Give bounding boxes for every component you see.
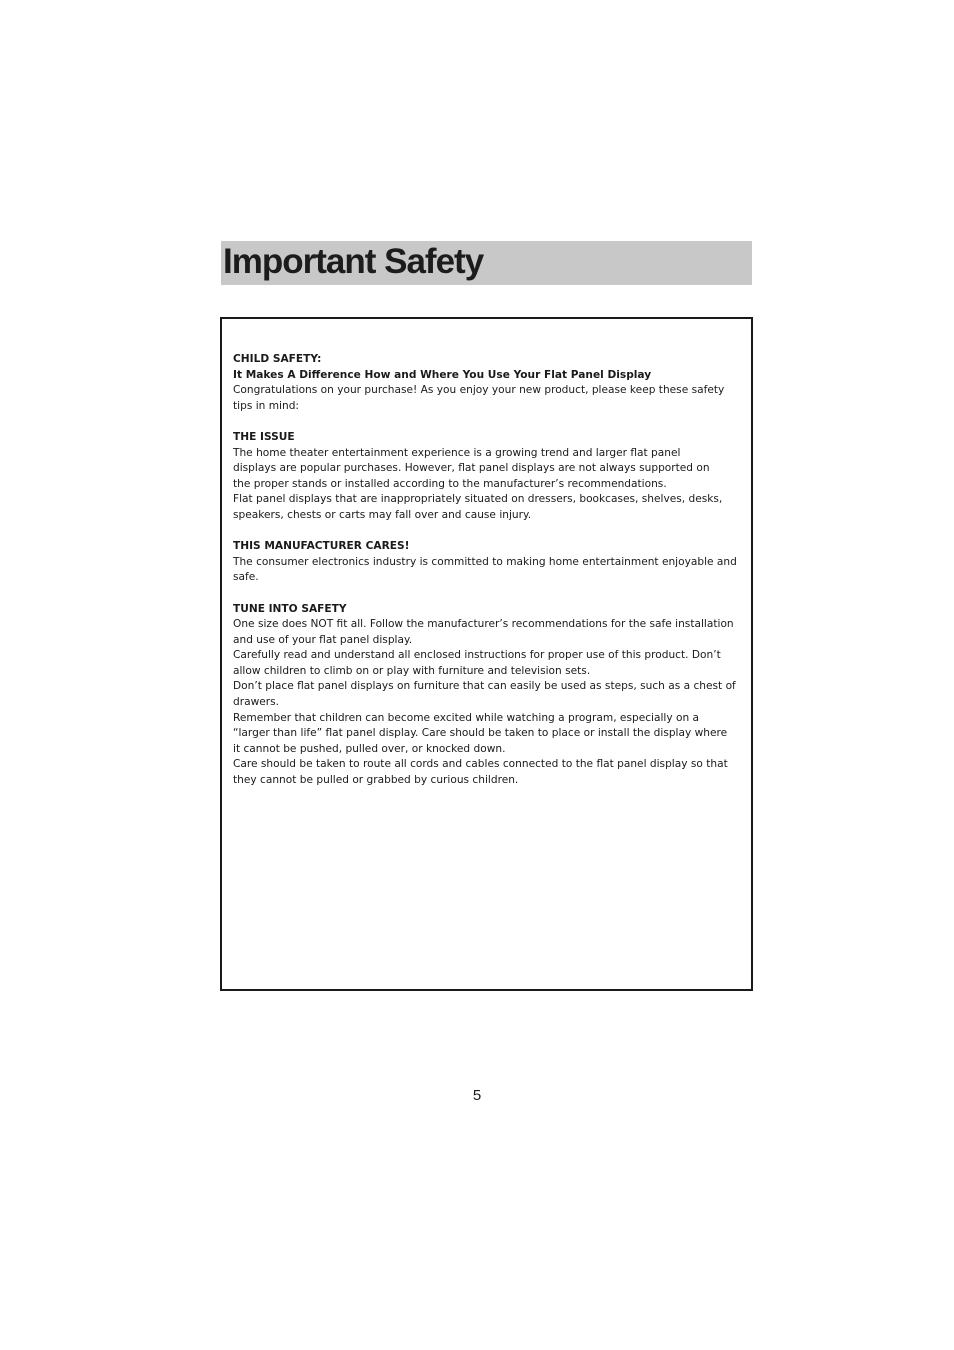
section-child-safety (233, 352, 743, 414)
text-line: Don’t place flat panel displays on furniture that can easily be used as steps, such as a chest of (233, 680, 736, 693)
text-line: it cannot be pushed, pulled over, or knocked down. (233, 742, 506, 755)
text-line: Carefully read and understand all enclosed instructions for proper use of this product. Don’t (233, 649, 721, 662)
safety-text-body (233, 352, 743, 804)
text-line: One size does NOT fit all. Follow the manufacturer’s recommendations for the safe installation (233, 618, 734, 631)
text-line: displays are popular purchases. However, flat panel displays are not always supported on (233, 462, 710, 475)
section-the-issue (233, 430, 743, 524)
safety-content-box (220, 317, 753, 991)
text-line: the proper stands or installed according to the manufacturer’s recommendations. (233, 477, 667, 490)
text-line: speakers, chests or carts may fall over and cause injury. (233, 508, 532, 521)
text-line: tips in mind: (233, 399, 300, 412)
text-line: “larger than life” flat panel display. Care should be taken to place or install the display where (233, 727, 728, 740)
title-bar (221, 241, 752, 285)
section-heading: CHILD SAFETY: (233, 353, 322, 365)
section-tune-into-safety (233, 602, 743, 789)
text-line: Congratulations on your purchase! As you enjoy your new product, please keep these safety (233, 384, 725, 397)
text-line: allow children to climb on or play with furniture and television sets. (233, 664, 591, 677)
text-line: Remember that children can become excited while watching a program, especially on a (233, 711, 700, 724)
section-heading: THIS MANUFACTURER CARES! (233, 540, 410, 553)
text-line: The consumer electronics industry is committed to making home entertainment enjoyable and (233, 555, 737, 568)
text-line: drawers. (233, 696, 279, 709)
section-heading: THE ISSUE (233, 430, 295, 443)
page-number: 5 (472, 1087, 482, 1104)
text-line: Care should be taken to route all cords and cables connected to the flat panel display so that (233, 758, 728, 771)
text-line: safe. (233, 571, 259, 584)
section-manufacturer-cares (233, 539, 743, 586)
text-line: The home theater entertainment experience is a growing trend and larger flat panel (233, 446, 681, 459)
text-line: they cannot be pulled or grabbed by curious children. (233, 774, 519, 787)
page-title: Important Safety (223, 242, 484, 281)
text-line: Flat panel displays that are inappropriately situated on dressers, bookcases, shelves, desks, (233, 493, 723, 506)
text-line: and use of your flat panel display. (233, 633, 413, 646)
section-subheading: It Makes A Difference How and Where You Use Your Flat Panel Display (233, 368, 652, 381)
section-heading: TUNE INTO SAFETY (233, 602, 347, 615)
